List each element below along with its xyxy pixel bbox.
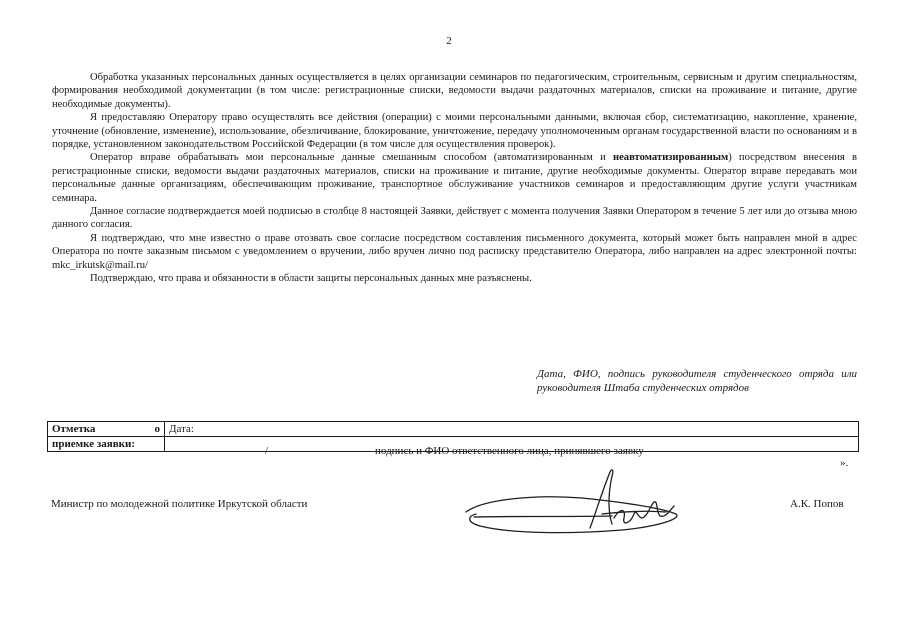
consent-text xyxy=(52,71,857,286)
signer-name: А.К. Попов xyxy=(790,498,844,510)
paragraph-operator xyxy=(52,151,857,205)
receipt-signature-cell[interactable] xyxy=(165,437,859,457)
signature-hint: Дата, ФИО, подпись руководителя студенческого отряда или руководителя Штаба студенческих отрядов xyxy=(537,368,857,394)
receipt-table xyxy=(47,421,859,457)
receipt-label-cell xyxy=(48,422,165,437)
receipt-label-prep: о xyxy=(154,423,160,435)
handwritten-signature xyxy=(462,462,692,544)
paragraph-purpose: Обработка указанных персональных данных осуществляется в целях организации семинаров по педагогическим, строительным, сервисным и другим специальностям, формирования необходимой документации (в том числе: регистрационные списки, ведомости выдачи раздаточных материалов, списки на проживание и питание, другие необходимые документы). xyxy=(52,72,857,110)
operator-text-after: ) посредством внесения в регистрационные списки, ведомости выдачи раздаточных материалов, списки на проживание и питание, другие необходимые документы. Оператор вправе передавать мои персональные данные организациям, обеспечивающим проживание, транспортное обслуживание участников семинаров и предоставляющим другие услуги участникам семинара. xyxy=(52,152,857,204)
receipt-label-word: Отметка xyxy=(52,423,96,435)
receipt-date-cell[interactable] xyxy=(165,422,859,437)
page-number: 2 xyxy=(446,35,452,47)
receipt-date-label: Дата: xyxy=(169,423,194,435)
signature-slash: / xyxy=(265,445,269,457)
minister-position: Министр по молодежной политике Иркутской области xyxy=(51,498,308,510)
receipt-label-line2: приемке заявки: xyxy=(52,438,136,450)
operator-text-bold: неавтоматизированным xyxy=(612,152,729,164)
signature-caption: подпись и ФИО ответственного лица, принявшего заявку xyxy=(375,445,644,457)
paragraph-rights: Я предоставляю Оператору право осуществлять все действия (операции) с моими персональными данными, включая сбор, систематизацию, накопление, хранение, уточнение (обновление, изменение), использование, обезличивание, блокирование, уничтожение, передачу уполномоченным органам государственной власти по основаниям и в порядке, установленном законодательством Российской Федерации (в том числе для осуществления проверок). xyxy=(52,112,857,151)
paragraph-validity: Данное согласие подтверждается моей подписью в столбце 8 настоящей Заявки, действует с момента получения Заявки Оператором в течение 5 лет или до отзыва мною данного согласия. xyxy=(52,206,857,231)
paragraph-withdrawal: Я подтверждаю, что мне известно о праве отозвать свое согласие посредством составления письменного документа, который может быть направлен мной в адрес Оператора по почте заказным письмом с уведомлением о вручении, либо вручен лично под расписку представителю Оператора, либо направлен на адрес электронной почты: mkc_irkutsk@mail.ru/ xyxy=(52,232,857,271)
receipt-label-cell-2 xyxy=(48,437,165,452)
closing-quote: ». xyxy=(840,457,849,469)
operator-text-before: Оператор вправе обрабатывать мои персональные данные смешанным способом (автоматизированным и xyxy=(90,152,613,164)
paragraph-confirmation: Подтверждаю, что права и обязанности в области защиты персональных данных мне разъяснены. xyxy=(90,273,532,285)
